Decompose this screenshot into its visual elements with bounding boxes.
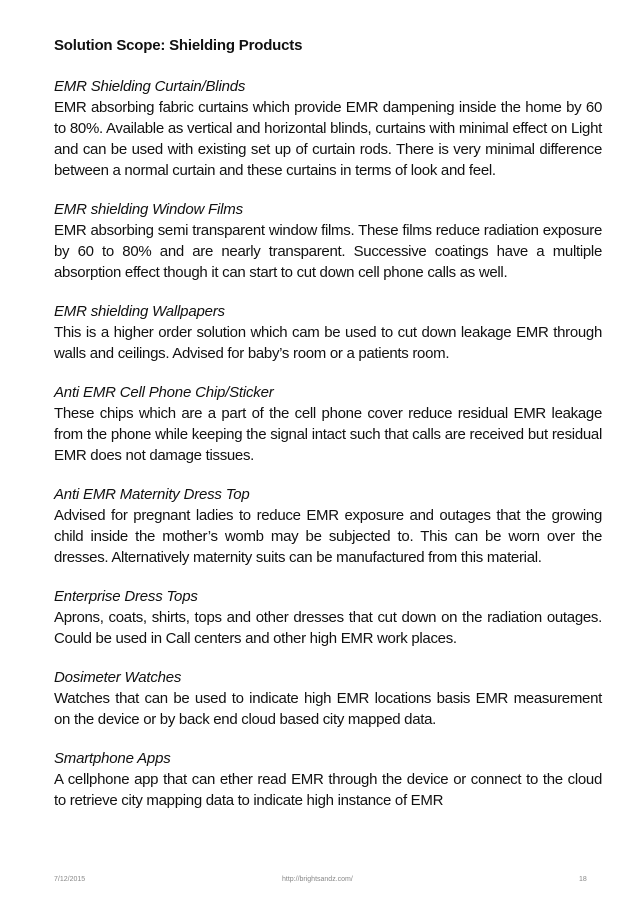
page-heading: Solution Scope: Shielding Products — [54, 37, 303, 54]
section-cell-phone-chip — [54, 382, 602, 466]
section-smartphone-apps — [54, 748, 602, 811]
section-body: Aprons, coats, shirts, tops and other dresses that cut down on the radiation outages. Could be used in Call centers and other high EMR work places. — [54, 609, 602, 647]
section-title: Anti EMR Maternity Dress Top — [54, 486, 250, 503]
section-body: EMR absorbing semi transparent window films. These films reduce radiation exposure by 60 to 80% and are nearly transparent. Successive coatings have a multiple absorption effect though it can start to cut down cell phone calls as well. — [54, 222, 602, 281]
section-title: EMR shielding Wallpapers — [54, 303, 225, 320]
section-body: Watches that can be used to indicate high EMR locations basis EMR measurement on the device or by back end cloud based city mapped data. — [54, 690, 602, 728]
page-footer — [0, 876, 638, 888]
section-body: These chips which are a part of the cell phone cover reduce residual EMR leakage from the phone while keeping the signal intact such that calls are received but residual EMR does not damage tissues. — [54, 405, 602, 464]
document-page — [54, 36, 602, 829]
section-window-films — [54, 199, 602, 283]
section-curtain-blinds — [54, 76, 602, 181]
section-title: Anti EMR Cell Phone Chip/Sticker — [54, 384, 274, 401]
section-title: Dosimeter Watches — [54, 669, 182, 686]
section-enterprise-dress — [54, 586, 602, 649]
section-title: Smartphone Apps — [54, 750, 171, 767]
section-title: Enterprise Dress Tops — [54, 588, 198, 605]
section-dosimeter-watches — [54, 667, 602, 730]
section-body: Advised for pregnant ladies to reduce EMR exposure and outages that the growing child inside the mother’s womb may be subjected to. This can be worn over the dresses. Alternatively maternity suits can be manufactured from this material. — [54, 507, 602, 566]
footer-date: 7/12/2015 — [54, 876, 86, 883]
section-title: EMR shielding Window Films — [54, 201, 243, 218]
section-body: EMR absorbing fabric curtains which provide EMR dampening inside the home by 60 to 80%. Available as vertical and horizontal blinds, curtains with minimal effect on Light and can be used with existing set up of curtain rods. There is very minimal difference between a normal curtain and these curtains in terms of look and feel. — [54, 99, 602, 179]
section-title: EMR Shielding Curtain/Blinds — [54, 78, 246, 95]
section-wallpapers — [54, 301, 602, 364]
section-maternity-dress — [54, 484, 602, 568]
footer-url[interactable]: http://brightsandz.com/ — [282, 876, 353, 883]
footer-page-number: 18 — [579, 876, 587, 883]
section-body: This is a higher order solution which cam be used to cut down leakage EMR through walls and ceilings. Advised for baby’s room or a patients room. — [54, 324, 602, 362]
section-body: A cellphone app that can ether read EMR through the device or connect to the cloud to retrieve city mapping data to indicate high instance of EMR — [54, 771, 602, 809]
